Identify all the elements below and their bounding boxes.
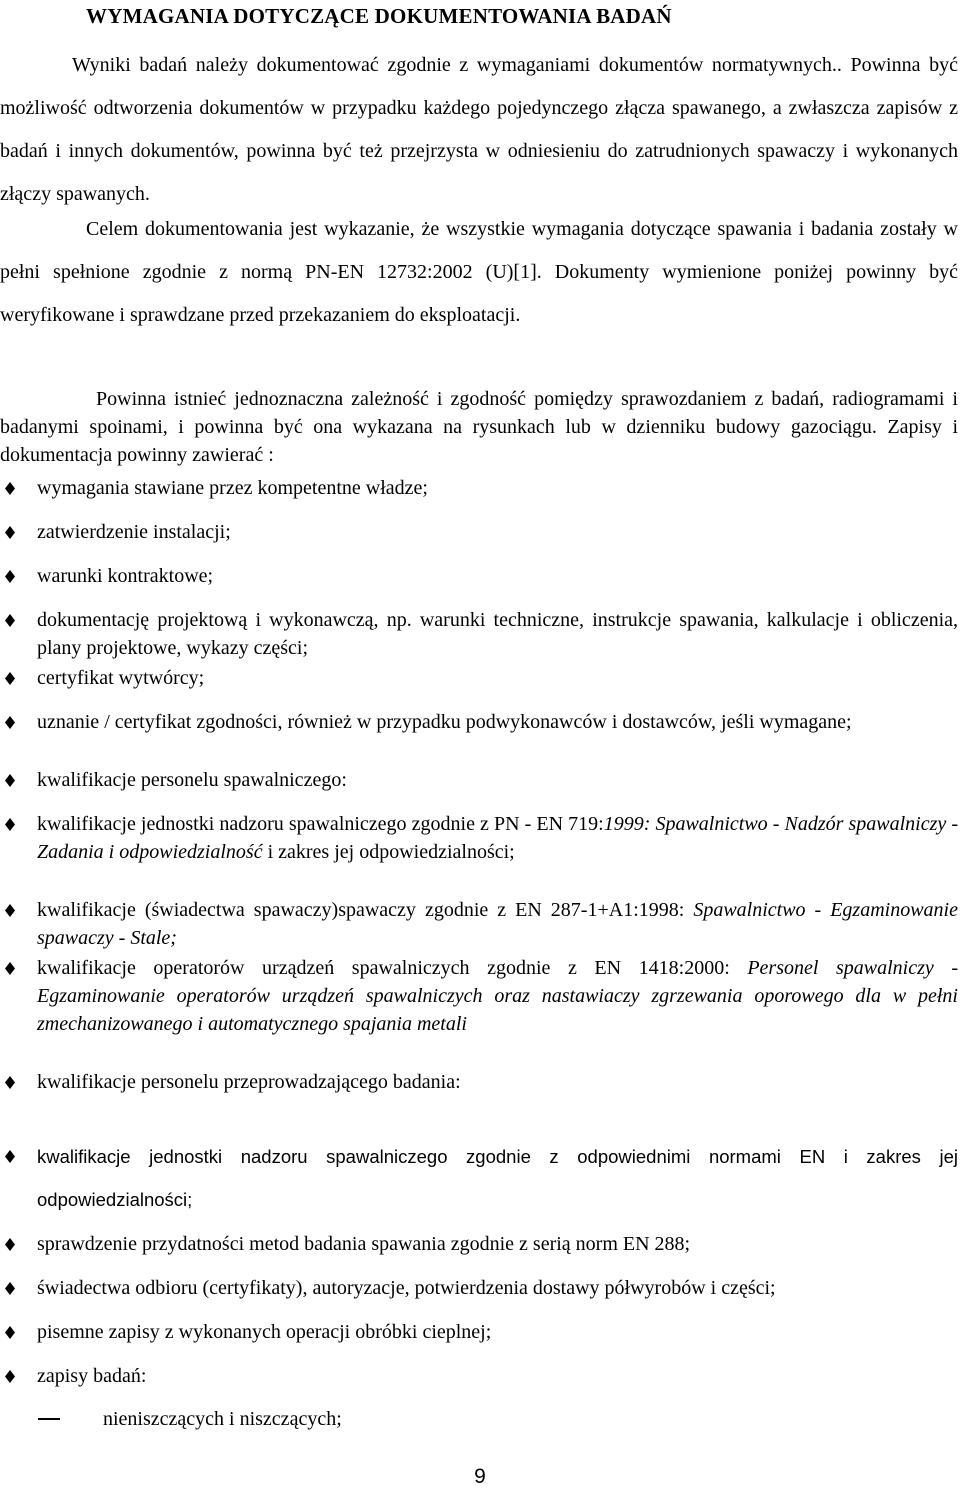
- diamond-bullet-icon: [0, 766, 20, 794]
- diamond-bullet-icon: [0, 1230, 20, 1258]
- list-item: kwalifikacje personelu spawalniczego:: [0, 766, 958, 794]
- list-item: uznanie / certyfikat zgodności, również w przypadku podwykonawców i dostawców, jeśli wymagane;: [0, 708, 958, 736]
- paragraph-3-text: Powinna istnieć jednoznaczna zależność i zgodność pomiędzy sprawozdaniem z badań, radiogramami i badanymi spoinami, i powinna być ona wykazana na rysunkach lub w dzienniku budowy gazociągu. Zapisy i dokumentacja powinny zawierać :: [0, 388, 958, 466]
- diamond-bullet-icon: [0, 606, 20, 634]
- diamond-bullet-icon: [0, 896, 20, 924]
- dash-bullet-icon: [38, 1418, 60, 1420]
- list-item: zapisy badań:: [0, 1362, 958, 1390]
- sub-list-item: nieniszczących i niszczących;: [38, 1405, 938, 1433]
- diamond-bullet-icon: [0, 810, 20, 838]
- diamond-bullet-icon: [0, 1362, 20, 1390]
- list-item: kwalifikacje operatorów urządzeń spawalniczych zgodnie z EN 1418:2000: Personel spawalniczy - Egzaminowanie operatorów urządzeń spawalniczych oraz nastawiaczy zgrzewania oporowego dla w pełni zmechanizowanego i automatycznego spajania metali: [0, 954, 958, 1038]
- diamond-bullet-icon: [0, 664, 20, 692]
- list-item: warunki kontraktowe;: [0, 562, 958, 590]
- list-item: kwalifikacje (świadectwa spawaczy)spawaczy zgodnie z EN 287-1+A1:1998: Spawalnictwo - Egzaminowanie spawaczy - Stale;: [0, 896, 958, 952]
- diamond-bullet-icon: [0, 1274, 20, 1302]
- diamond-bullet-icon: [0, 562, 20, 590]
- list-item: sprawdzenie przydatności metod badania spawania zgodnie z serią norm EN 288;: [0, 1230, 958, 1258]
- list-item: kwalifikacje jednostki nadzoru spawalniczego zgodnie z PN - EN 719:1999: Spawalnictwo - Nadzór spawalniczy - Zadania i odpowiedzialność i zakres jej odpowiedzialności;: [0, 810, 958, 866]
- page-number: 9: [474, 1465, 486, 1488]
- list-item: kwalifikacje personelu przeprowadzającego badania:: [0, 1068, 958, 1096]
- paragraph-1-text: Wyniki badań należy dokumentować zgodnie z wymaganiami dokumentów normatywnych.. Powinna być możliwość odtworzenia dokumentów w przypadku każdego pojedynczego złącza spawanego, a zwłaszcza zapisów z badań i innych dokumentów, powinna być też przejrzysta w odniesieniu do zatrudnionych spawaczy i wykonanych złączy spawanych.: [0, 54, 958, 205]
- diamond-bullet-icon: [0, 518, 20, 546]
- list-item: kwalifikacje jednostki nadzoru spawalniczego zgodnie z odpowiednimi normami EN i zakres jej odpowiedzialności;: [0, 1135, 958, 1221]
- paragraph-2: [0, 208, 958, 337]
- paragraph-3: [0, 385, 958, 469]
- diamond-bullet-icon: [0, 1318, 20, 1346]
- list-item: wymagania stawiane przez kompetentne władze;: [0, 474, 958, 502]
- diamond-bullet-icon: [0, 1068, 20, 1096]
- diamond-bullet-icon: [0, 708, 20, 736]
- diamond-bullet-icon: [0, 954, 20, 982]
- paragraph-2-text: Celem dokumentowania jest wykazanie, że wszystkie wymagania dotyczące spawania i badania zostały w pełni spełnione zgodnie z normą PN-EN 12732:2002 (U)[1]. Dokumenty wymienione poniżej powinny być weryfikowane i sprawdzane przed przekazaniem do eksploatacji.: [0, 218, 958, 326]
- list-item: certyfikat wytwórcy;: [0, 664, 958, 692]
- list-item: świadectwa odbioru (certyfikaty), autoryzacje, potwierdzenia dostawy półwyrobów i części;: [0, 1274, 958, 1302]
- list-item: zatwierdzenie instalacji;: [0, 518, 958, 546]
- list-item: dokumentację projektową i wykonawczą, np. warunki techniczne, instrukcje spawania, kalkulacje i obliczenia, plany projektowe, wykazy części;: [0, 606, 958, 662]
- diamond-bullet-icon: [0, 1135, 20, 1178]
- page-title: WYMAGANIA DOTYCZĄCE DOKUMENTOWANIA BADAŃ: [86, 4, 672, 28]
- paragraph-1: [0, 44, 958, 216]
- diamond-bullet-icon: [0, 474, 20, 502]
- list-item: pisemne zapisy z wykonanych operacji obróbki cieplnej;: [0, 1318, 958, 1346]
